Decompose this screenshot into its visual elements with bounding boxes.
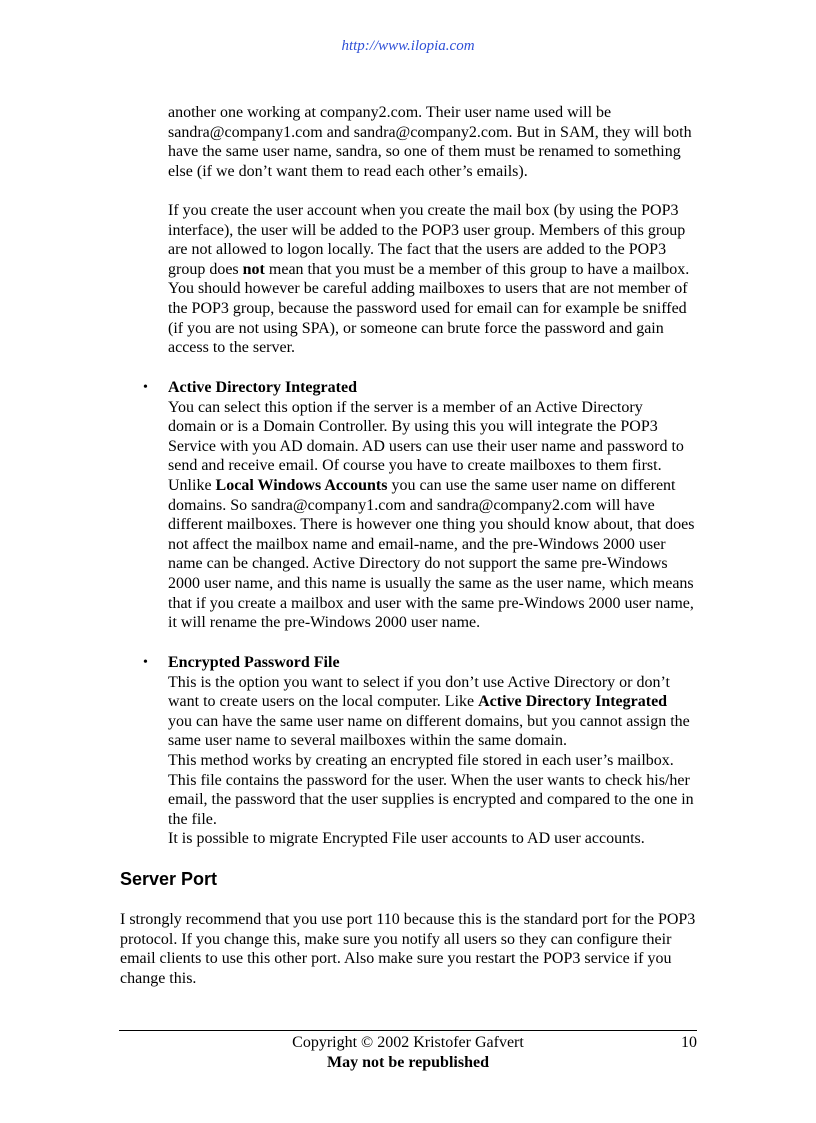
text-line: protocol. If you change this, make sure you notify all users so they can configure their — [120, 930, 672, 948]
bold-text: Active Directory Integrated — [478, 693, 668, 711]
footer-copyright: Copyright © 2002 Kristofer Gafvert — [292, 1034, 524, 1051]
server-port-paragraph — [120, 910, 695, 988]
text-line: You should however be careful adding mailboxes to users that are not member of — [168, 280, 688, 298]
text-line: domain or is a Domain Controller. By using this you will integrate the POP3 — [168, 418, 658, 436]
text-line: interface), the user will be added to the POP3 user group. Members of this group — [168, 221, 686, 239]
intro-paragraph — [168, 103, 692, 181]
text-line: access to the server. — [168, 339, 296, 357]
bold-text: not — [242, 260, 265, 278]
header-url-link[interactable]: http://www.ilopia.com — [341, 38, 475, 54]
text-line: This file contains the password for the user. When the user wants to check his/her — [168, 771, 690, 789]
text-line — [168, 260, 689, 280]
footer-divider — [119, 1030, 697, 1031]
bullet-encrypted-password-file — [168, 653, 694, 849]
section-heading-server-port: Server Port — [120, 869, 218, 889]
text-line: 2000 user name, and this name is usually the same as the user name, which means — [168, 574, 694, 592]
text-line: domains. So sandra@company1.com and sandra@company2.com will have — [168, 496, 655, 514]
text-line: else (if we don’t want them to read each other’s emails). — [168, 162, 528, 180]
bullet-active-directory — [168, 378, 694, 633]
bullet-title: Active Directory Integrated — [168, 379, 357, 396]
text-run: group does — [168, 260, 243, 278]
text-line: email, the password that the user supplies is encrypted and compared to the one in — [168, 791, 694, 809]
text-line: have the same user name, sandra, so one of them must be renamed to something — [168, 143, 681, 161]
text-line: I strongly recommend that you use port 110 because this is the standard port for the POP3 — [120, 911, 696, 928]
text-line: the file. — [168, 810, 217, 828]
text-line: change this. — [120, 969, 197, 987]
text-line: you can have the same user name on different domains, but you cannot assign the — [168, 712, 690, 730]
text-line: the POP3 group, because the password used for email can for example be sniffed — [168, 299, 687, 317]
text-run: you can use the same user name on different — [387, 476, 676, 494]
page-number: 10 — [681, 1034, 697, 1051]
text-line: are not allowed to logon locally. The fact that the users are added to the POP3 — [168, 241, 667, 259]
text-line: different mailboxes. There is however one thing you should know about, that does — [168, 516, 695, 534]
text-line: This method works by creating an encrypted file stored in each user’s mailbox. — [168, 751, 674, 769]
bullet-marker: • — [143, 655, 148, 670]
text-line: it will rename the pre-Windows 2000 user name. — [168, 614, 481, 632]
footer-notice: May not be republished — [327, 1054, 489, 1071]
pop3-group-paragraph — [168, 201, 689, 358]
text-line: same user name to several mailboxes within the same domain. — [168, 732, 567, 750]
bullet-marker: • — [143, 380, 148, 395]
text-run: mean that you must be a member of this group to have a mailbox. — [264, 260, 690, 278]
text-line: not affect the mailbox name and email-name, and the pre-Windows 2000 user — [168, 535, 666, 553]
text-run: want to create users on the local computer. Like — [168, 693, 479, 711]
text-line: You can select this option if the server is a member of an Active Directory — [168, 398, 643, 416]
text-line — [168, 476, 694, 496]
text-run: Unlike — [168, 476, 216, 494]
text-line: (if you are not using SPA), or someone can brute force the password and gain — [168, 319, 664, 337]
bullet-title: Encrypted Password File — [168, 654, 340, 671]
text-line: that if you create a mailbox and user with the same pre-Windows 2000 user name, — [168, 594, 694, 612]
text-line: It is possible to migrate Encrypted File user accounts to AD user accounts. — [168, 830, 645, 848]
text-line: send and receive email. Of course you have to create mailboxes to them first. — [168, 457, 662, 475]
text-line: email clients to use this other port. Also make sure you restart the POP3 service if you — [120, 950, 672, 968]
bold-text: Local Windows Accounts — [215, 476, 388, 494]
text-line: another one working at company2.com. Their user name used will be — [168, 104, 612, 121]
text-line: If you create the user account when you create the mail box (by using the POP3 — [168, 202, 679, 219]
text-line: Service with you AD domain. AD users can use their user name and password to — [168, 437, 684, 455]
text-line: This is the option you want to select if you don’t use Active Directory or don’t — [168, 673, 670, 691]
text-line: name can be changed. Active Directory do not support the same pre-Windows — [168, 555, 668, 573]
text-line — [168, 692, 694, 712]
text-line: sandra@company1.com and sandra@company2.com. But in SAM, they will both — [168, 123, 692, 141]
